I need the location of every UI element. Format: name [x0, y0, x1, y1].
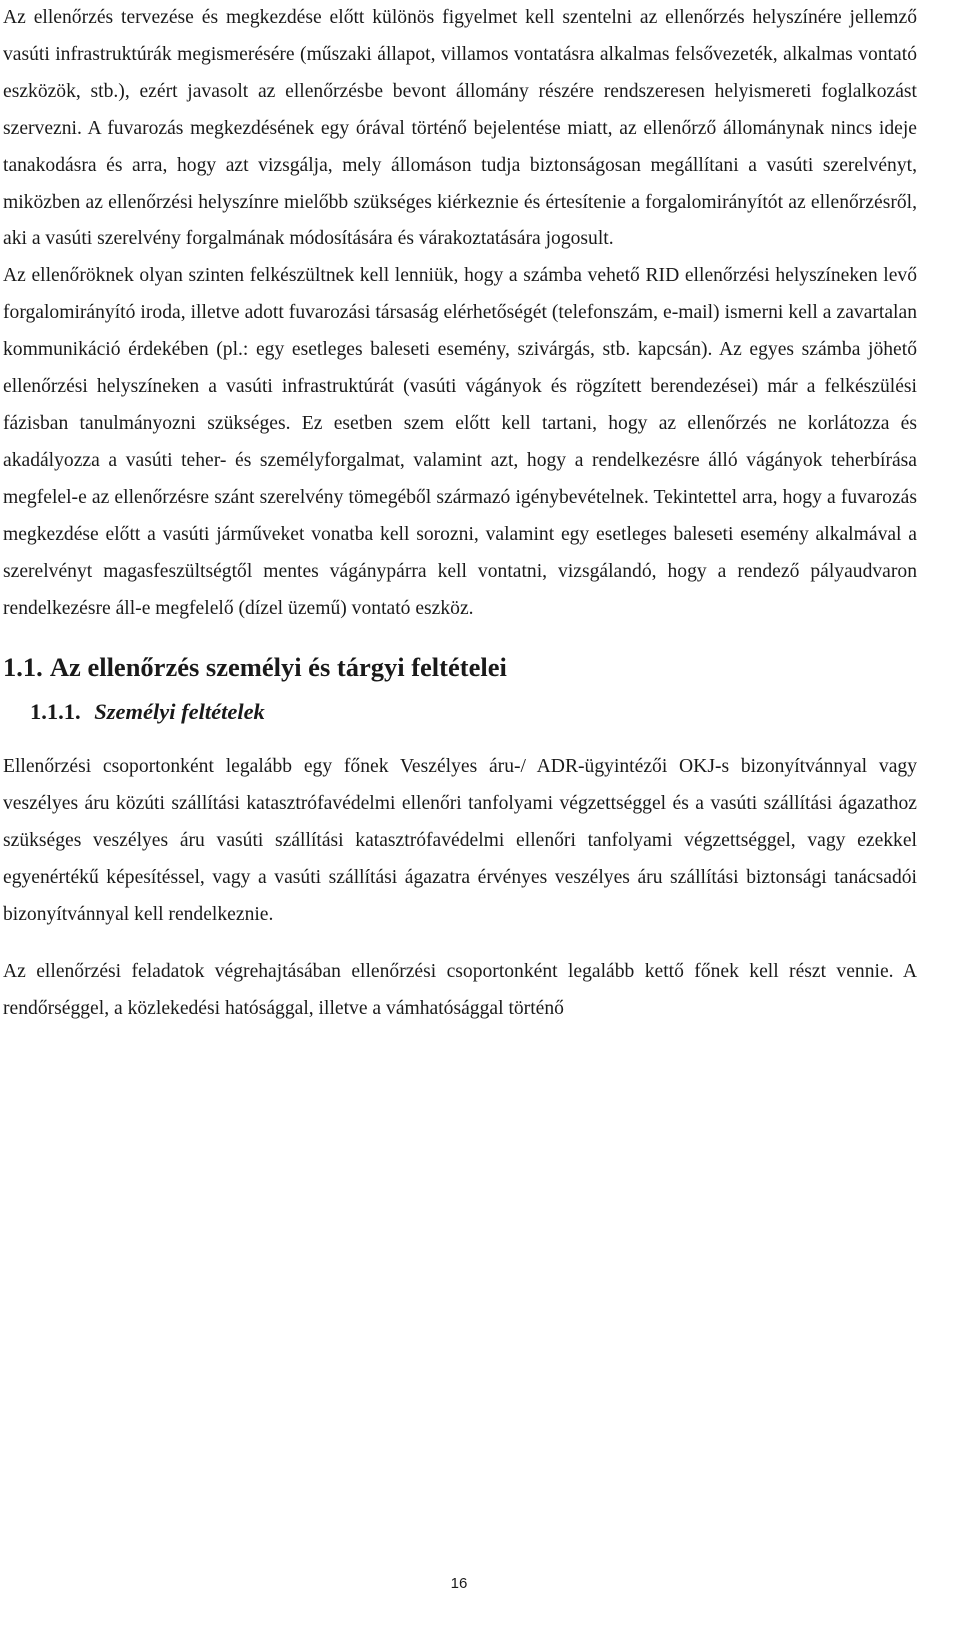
page-number: 16	[450, 1575, 468, 1592]
paragraph-infrastructure-preparation: Az ellenőrzés tervezése és megkezdése előtt különös figyelmet kell szentelni az ellenőrzés helyszínére jellemző vasúti infrastruktúrák megismerésére (műszaki állapot, villamos vontatásra alkalmas felsővezeték, alkalmas vontató eszközök, stb.), ezért javasolt az ellenőrzésbe bevont állomány részére rendszeresen helyismereti foglalkozást szervezni. A fuvarozás megkezdésének egy órával történő bejelentése miatt, az ellenőrző állománynak nincs ideje tanakodásra és arra, hogy azt vizsgálja, mely állomáson tudja biztonságosan megállítani a vasúti szerelvényt, miközben az ellenőrzési helyszínre mielőbb szükséges kiérkeznie és értesítenie a forgalomirányítót az ellenőrzésről, aki a vasúti szerelvény forgalmának módosítására és várakoztatására jogosult.	[3, 7, 917, 250]
subsection-heading	[30, 695, 917, 729]
paragraph-inspector-readiness: Az ellenőröknek olyan szinten felkészültnek kell lenniük, hogy a számba vehető RID ellenőrzési helyszíneken levő forgalomirányító iroda, illetve adott fuvarozási társaság elérhetőségét (telefonszám, e-mail) ismerni kell a zavartalan kommunikáció érdekében (pl.: egy esetleges baleseti esemény, szivárgás, stb. kapcsán). Az egyes számba jöhető ellenőrzési helyszíneken a vasúti infrastruktúrát (vasúti vágányok és rögzített berendezései) már a felkészülési fázisban tanulmányozni szükséges. Ez esetben szem előtt kell tartani, hogy az ellenőrzés ne korlátozza és akadályozza a vasúti teher- és személyforgalmat, valamint azt, hogy a rendelkezésre álló vágányok teherbírása megfelel-e az ellenőrzésre szánt szerelvény tömegéből származó igénybevételnek. Tekintettel arra, hogy a fuvarozás megkezdése előtt a vasúti járműveket vonatba kell sorozni, valamint egy esetleges baleseti esemény alkalmával a szerelvényt magasfeszültségtől mentes vágánypárra kell vontatni, vizsgálandó, hogy a rendező pályaudvaron rendelkezésre áll-e megfelelő (dízel üzemű) vontató eszköz.	[3, 265, 917, 619]
section-heading	[3, 647, 917, 687]
subsection-heading-number: 1.1.1.	[30, 699, 81, 725]
paragraph-team-size: Az ellenőrzési feladatok végrehajtásában ellenőrzési csoportonként legalább kettő főnek kell részt vennie. A rendőrséggel, a közlekedési hatósággal, illetve a vámhatósággal történő	[3, 960, 917, 1019]
section-heading-number: 1.1.	[3, 652, 43, 683]
section-heading-title: Az ellenőrzés személyi és tárgyi feltételei	[49, 652, 507, 683]
paragraph-personnel-qualifications: Ellenőrzési csoportonként legalább egy főnek Veszélyes áru-/ ADR-ügyintézői OKJ-s bizonyítvánnyal vagy veszélyes áru közúti szállítási katasztrófavédelmi ellenőri tanfolyami végzettséggel és a vasúti szállítási ágazathoz szükséges veszélyes áru vasúti szállítási katasztrófavédelmi ellenőri tanfolyami végzettséggel, vagy ezekkel egyenértékű képesítéssel, vagy a vasúti szállítási ágazatra érvényes veszélyes áru szállítási biztonsági tanácsadói bizonyítvánnyal kell rendelkeznie.	[3, 756, 917, 926]
page-content	[3, 0, 917, 1028]
subsection-heading-title: Személyi feltételek	[94, 699, 265, 725]
